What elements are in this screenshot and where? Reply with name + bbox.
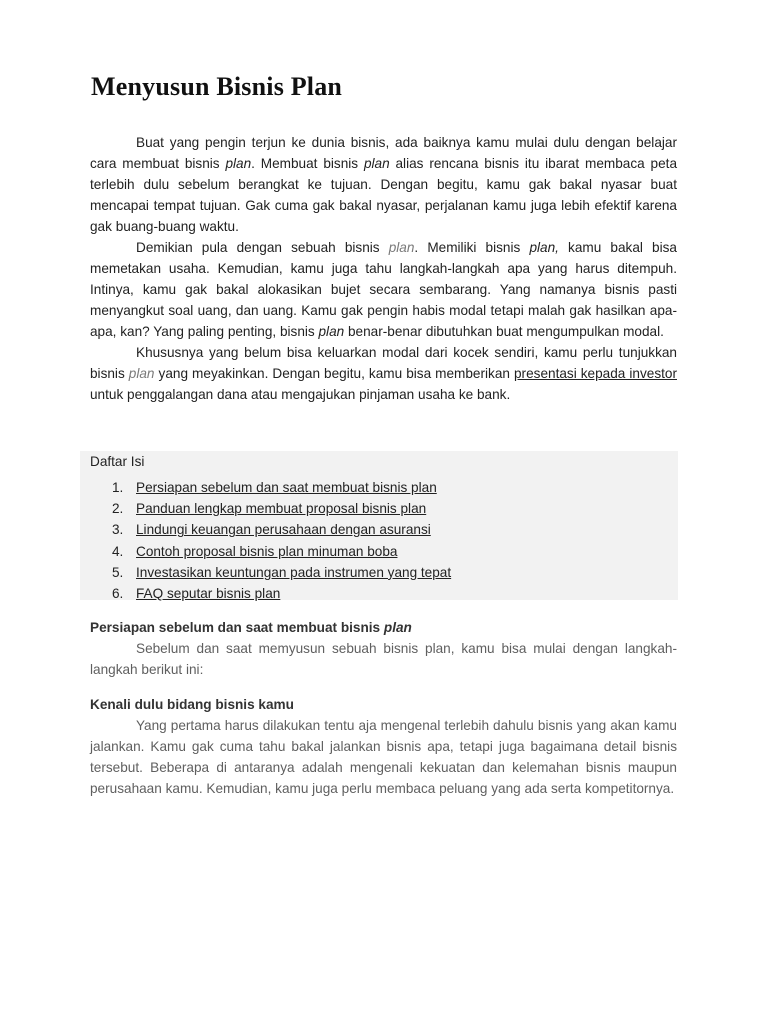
toc-link-investasi[interactable]: Investasikan keuntungan pada instrumen yang tepat bbox=[136, 564, 452, 580]
toc-link-faq[interactable]: FAQ seputar bisnis plan bbox=[136, 585, 281, 601]
intro-paragraph-3 bbox=[90, 342, 677, 405]
italic-term: plan bbox=[383, 620, 412, 635]
section-persiapan bbox=[90, 617, 677, 680]
section-heading bbox=[90, 617, 677, 638]
italic-term: plan bbox=[363, 156, 390, 171]
text-run: Demikian pula dengan sebuah bisnis bbox=[136, 240, 389, 255]
section-paragraph: Yang pertama harus dilakukan tentu aja mengenal terlebih dahulu bisnis yang akan kamu jalankan. Kamu gak cuma tahu bakal jalankan bisnis apa, tetapi juga bagaimana detail bisnis tersebut. Beberapa di antaranya adalah mengenali kekuatan dan kelemahan bisnis maupun perusahaan kamu. Kemudian, kamu juga perlu membaca peluang yang ada serta kompetitornya. bbox=[90, 718, 677, 796]
italic-term: plan bbox=[128, 366, 155, 381]
toc-item-number: 3. bbox=[112, 522, 124, 538]
text-run: . Membuat bisnis bbox=[251, 156, 364, 171]
section-paragraph: Sebelum dan saat memyusun sebuah bisnis plan, kamu bisa mulai dengan langkah-langkah berikut ini: bbox=[90, 641, 677, 677]
heading-text: Persiapan sebelum dan saat membuat bisnis bbox=[90, 620, 384, 635]
intro-paragraph-1 bbox=[90, 132, 677, 237]
text-run: benar-benar dibutuhkan buat mengumpulkan modal. bbox=[344, 324, 664, 339]
toc-item-number: 5. bbox=[112, 564, 124, 580]
text-run: untuk penggalangan dana atau mengajukan pinjaman usaha ke bank. bbox=[90, 387, 511, 402]
toc-item bbox=[80, 562, 678, 583]
text-run: . Memiliki bisnis bbox=[414, 240, 530, 255]
investor-presentation-link[interactable]: presentasi kepada investor bbox=[514, 366, 677, 381]
text-run: Khususnya yang belum bisa keluarkan modal dari kocek sendiri, kamu perlu tunjukkan bisnis bbox=[90, 345, 677, 381]
toc-link-contoh-boba[interactable]: Contoh proposal bisnis plan minuman boba bbox=[136, 543, 398, 559]
toc-item-number: 1. bbox=[112, 480, 124, 495]
toc-item-number: 2. bbox=[112, 501, 124, 517]
toc-item-number: 4. bbox=[112, 543, 124, 559]
italic-term: plan bbox=[225, 156, 252, 171]
text-run: kamu bakal bisa memetakan usaha. Kemudian, kamu juga tahu langkah-langkah apa yang harus ditempuh. Intinya, kamu gak bakal alokasikan bujet secara sembarang. Yang namanya bisnis pasti menyangkut soal uang, dan uang. Kamu gak pengin habis modal tetapi malah gak hasilkan apa-apa, kan? Yang paling penting, bisnis bbox=[90, 240, 677, 339]
text-run: alias rencana bisnis itu ibarat membaca peta terlebih dulu sebelum berangkat ke tujuan. Dengan begitu, kamu gak bakal nyasar buat mencapai tempat tujuan. Gak cuma gak bakal nyasar, perjalanan kamu juga lebih efektif karena gak buang-buang waktu. bbox=[90, 156, 677, 234]
toc-link-asuransi[interactable]: Lindungi keuangan perusahaan dengan asuransi bbox=[136, 522, 431, 538]
italic-term: plan bbox=[388, 240, 415, 255]
section-kenali-bisnis bbox=[90, 694, 677, 799]
text-run: yang meyakinkan. Dengan begitu, kamu bisa memberikan bbox=[154, 366, 514, 381]
section-heading: Kenali dulu bidang bisnis kamu bbox=[90, 697, 294, 712]
intro-paragraph-2 bbox=[90, 237, 677, 342]
toc-item bbox=[80, 519, 678, 540]
page-title: Menyusun Bisnis Plan bbox=[91, 72, 343, 101]
text-run: Buat yang pengin terjun ke dunia bisnis, ada baiknya kamu mulai dulu dengan belajar cara membuat bisnis bbox=[90, 135, 677, 171]
toc-item bbox=[80, 477, 678, 498]
table-of-contents bbox=[80, 451, 678, 600]
toc-item-number: 6. bbox=[112, 585, 124, 601]
toc-item bbox=[80, 541, 678, 562]
italic-term: plan, bbox=[529, 240, 559, 255]
toc-link-persiapan[interactable]: Persiapan sebelum dan saat membuat bisnis plan bbox=[136, 480, 437, 495]
toc-list bbox=[80, 477, 678, 604]
toc-item bbox=[80, 498, 678, 519]
italic-term: plan bbox=[318, 324, 345, 339]
toc-item bbox=[80, 583, 678, 604]
intro-section bbox=[90, 132, 677, 405]
toc-title: Daftar Isi bbox=[90, 454, 145, 469]
toc-link-panduan[interactable]: Panduan lengkap membuat proposal bisnis plan bbox=[136, 501, 427, 517]
